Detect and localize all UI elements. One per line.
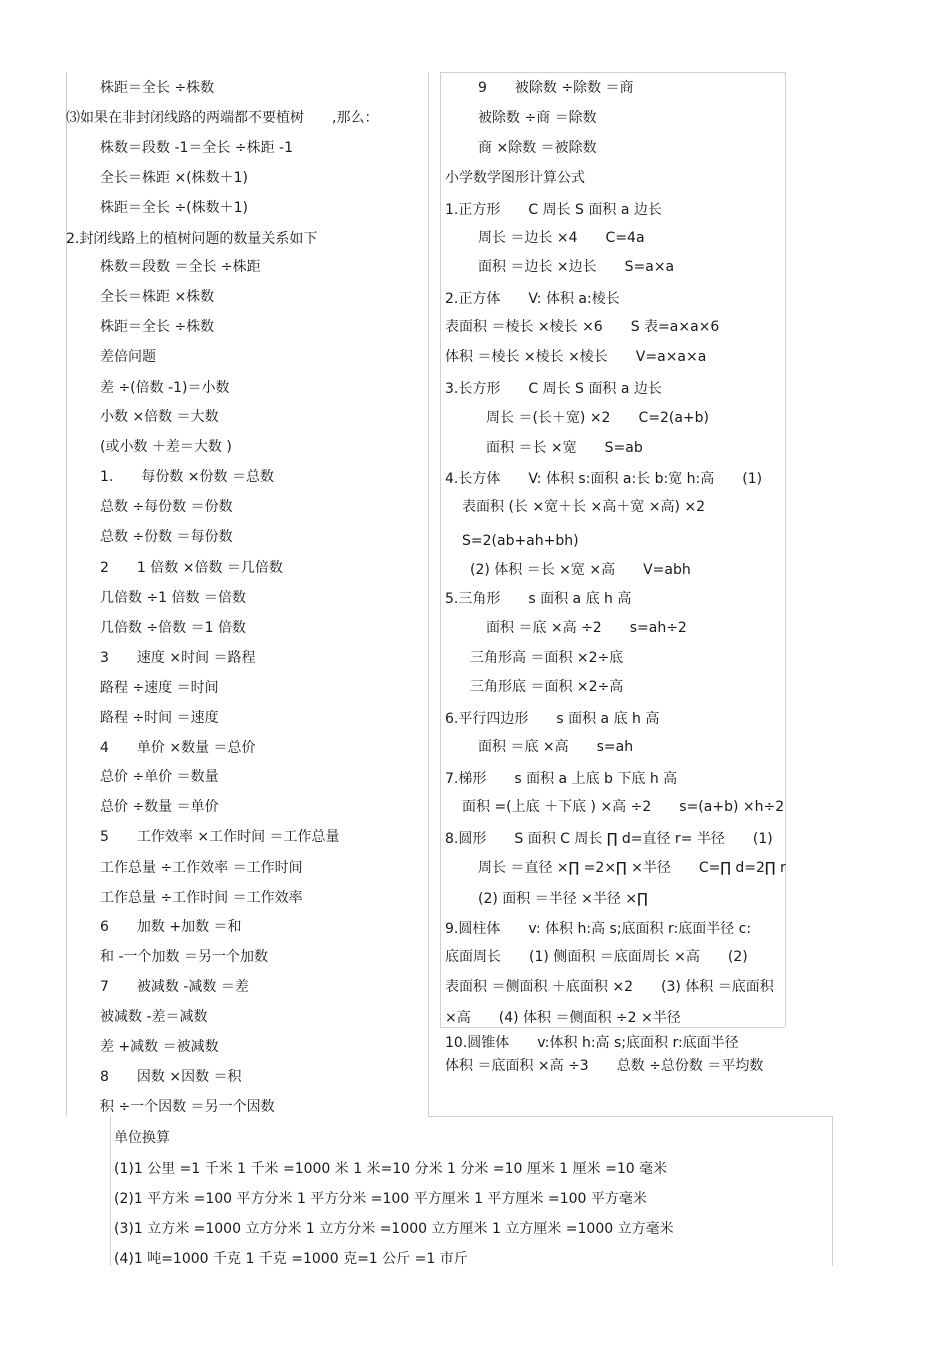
left-line-35: 积 ÷一个因数 ＝另一个因数	[100, 1099, 275, 1115]
left-line-22: 路程 ÷时间 ＝速度	[100, 710, 219, 726]
right-line-12: 周长 ＝(长＋宽) ×2 C=2(a+b)	[486, 410, 709, 426]
left-line-29: 6 加数 +加数 ＝和	[100, 919, 242, 935]
left-line-13: (或小数 ＋差＝大数 )	[100, 439, 232, 455]
unit-conversion-heading: 单位换算	[114, 1130, 170, 1146]
right-line-16: S=2(ab+ah+bh)	[462, 533, 579, 549]
left-line-33: 差 +减数 ＝被减数	[100, 1039, 219, 1055]
right-line-23: 面积 ＝底 ×高 s=ah	[478, 739, 634, 755]
right-line-29: 9.圆柱体 v: 体积 h:高 s;底面积 r:底面半径 c:	[445, 921, 752, 937]
left-line-21: 路程 ÷速度 ＝时间	[100, 680, 219, 696]
right-line-17: (2) 体积 ＝长 ×宽 ×高 V=abh	[470, 562, 691, 578]
right-line-34: 体积 ＝底面积 ×高 ÷3 总数 ÷总份数 ＝平均数	[445, 1058, 764, 1074]
left-line-28: 工作总量 ÷工作时间 ＝工作效率	[100, 890, 303, 906]
bottom-section-top-rule	[428, 1116, 833, 1117]
right-line-26: 8.圆形 S 面积 C 周长 ∏ d=直径 r= 半径 (1)	[445, 831, 773, 847]
right-line-7: 面积 ＝边长 ×边长 S=a×a	[478, 259, 675, 275]
left-line-32: 被减数 -差＝减数	[100, 1009, 208, 1025]
left-line-18: 几倍数 ÷1 倍数 ＝倍数	[100, 590, 246, 606]
left-line-31: 7 被减数 -减数 ＝差	[100, 979, 249, 995]
unit-conversion-mass: (4)1 吨=1000 千克 1 千克 =1000 克=1 公斤 =1 市斤	[114, 1251, 468, 1267]
column-divider	[428, 72, 429, 1116]
right-line-14: 4.长方体 V: 体积 s:面积 a:长 b:宽 h:高 (1)	[445, 471, 763, 487]
right-line-10: 体积 ＝棱长 ×棱长 ×棱长 V=a×a×a	[445, 349, 707, 365]
left-line-34: 8 因数 ×因数 ＝积	[100, 1069, 242, 1085]
left-line-8: 全长＝株距 ×株数	[100, 289, 215, 305]
left-line-26: 5 工作效率 ×工作时间 ＝工作总量	[100, 829, 340, 845]
unit-conversion-area: (2)1 平方米 =100 平方分米 1 平方分米 =100 平方厘米 1 平方厘米 =100 平方毫米	[114, 1191, 647, 1207]
right-line-31: 表面积 ＝侧面积 ＋底面积 ×2 (3) 体积 ＝底面积	[445, 979, 774, 995]
left-line-24: 总价 ÷单价 ＝数量	[100, 769, 219, 785]
left-line-20: 3 速度 ×时间 ＝路程	[100, 650, 256, 666]
left-line-15: 总数 ÷每份数 ＝份数	[100, 499, 233, 515]
right-line-20: 三角形高 ＝面积 ×2÷底	[470, 650, 624, 666]
right-line-15: 表面积 (长 ×宽＋长 ×高＋宽 ×高) ×2	[462, 499, 706, 515]
left-line-25: 总价 ÷数量 ＝单价	[100, 799, 219, 815]
right-column-top-rule	[440, 72, 785, 73]
right-line-5: 1.正方形 C 周长 S 面积 a 边长	[445, 202, 662, 218]
left-line-6: 2.封闭线路上的植树问题的数量关系如下	[66, 231, 318, 247]
right-line-3: 商 ×除数 ＝被除数	[478, 140, 597, 156]
left-line-14: 1. 每份数 ×份数 ＝总数	[100, 469, 274, 485]
right-line-4: 小学数学图形计算公式	[445, 170, 585, 186]
left-line-5: 株距＝全长 ÷(株数＋1)	[100, 200, 249, 216]
unit-conversion-length: (1)1 公里 =1 千米 1 千米 =1000 米 1 米=10 分米 1 分米 =10 厘米 1 厘米 =10 毫米	[114, 1161, 668, 1177]
right-line-1: 9 被除数 ÷除数 ＝商	[478, 80, 634, 96]
right-line-11: 3.长方形 C 周长 S 面积 a 边长	[445, 381, 662, 397]
left-line-1: 株距＝全长 ÷株数	[100, 80, 215, 96]
bottom-section-right-border	[832, 1116, 833, 1266]
left-line-2: ⑶如果在非封闭线路的两端都不要植树 ,那么：	[66, 110, 379, 126]
right-column-edge	[785, 72, 786, 1027]
left-line-12: 小数 ×倍数 ＝大数	[100, 409, 219, 425]
left-line-19: 几倍数 ÷倍数 ＝1 倍数	[100, 620, 246, 636]
left-line-27: 工作总量 ÷工作效率 ＝工作时间	[100, 860, 303, 876]
left-line-30: 和 -一个加数 ＝另一个加数	[100, 949, 268, 965]
right-line-28: (2) 面积 ＝半径 ×半径 ×∏	[478, 891, 648, 907]
right-line-21: 三角形底 ＝面积 ×2÷高	[470, 679, 624, 695]
left-line-9: 株距＝全长 ÷株数	[100, 319, 215, 335]
right-line-24: 7.梯形 s 面积 a 上底 b 下底 h 高	[445, 771, 678, 787]
right-line-9: 表面积 ＝棱长 ×棱长 ×6 S 表=a×a×6	[445, 319, 720, 335]
left-line-7: 株数＝段数 ＝全长 ÷株距	[100, 259, 261, 275]
right-line-30: 底面周长 (1) 侧面积 ＝底面周长 ×高 (2)	[445, 949, 748, 965]
right-line-13: 面积 ＝长 ×宽 S=ab	[486, 440, 643, 456]
left-line-16: 总数 ÷份数 ＝每份数	[100, 529, 233, 545]
left-line-10: 差倍问题	[100, 349, 156, 365]
right-line-8: 2.正方体 V: 体积 a:棱长	[445, 291, 620, 307]
right-line-18: 5.三角形 s 面积 a 底 h 高	[445, 591, 632, 607]
right-line-6: 周长 ＝边长 ×4 C=4a	[478, 230, 645, 246]
right-line-33: 10.圆锥体 v:体积 h:高 s;底面积 r:底面半径	[445, 1035, 739, 1051]
right-line-32: ×高 (4) 体积 ＝侧面积 ÷2 ×半径	[445, 1010, 681, 1026]
right-line-22: 6.平行四边形 s 面积 a 底 h 高	[445, 711, 660, 727]
right-line-25: 面积 =(上底 ＋下底 ) ×高 ÷2 s=(a+b) ×h÷2	[462, 799, 785, 815]
unit-conversion-volume: (3)1 立方米 =1000 立方分米 1 立方分米 =1000 立方厘米 1 立方厘米 =1000 立方毫米	[114, 1221, 674, 1237]
left-line-3: 株数＝段数 -1＝全长 ÷株距 -1	[100, 140, 293, 156]
bottom-section-left-border	[110, 1116, 111, 1266]
right-line-2: 被除数 ÷商 ＝除数	[478, 110, 597, 126]
right-column-border	[440, 72, 441, 1027]
right-line-27: 周长 ＝直径 ×∏ =2×∏ ×半径 C=∏ d=2∏ r	[478, 860, 786, 876]
left-line-17: 2 1 倍数 ×倍数 ＝几倍数	[100, 560, 283, 576]
left-line-4: 全长＝株距 ×(株数＋1)	[100, 170, 249, 186]
left-line-11: 差 ÷(倍数 -1)＝小数	[100, 380, 230, 396]
right-line-19: 面积 ＝底 ×高 ÷2 s=ah÷2	[486, 620, 687, 636]
left-line-23: 4 单价 ×数量 ＝总价	[100, 740, 256, 756]
